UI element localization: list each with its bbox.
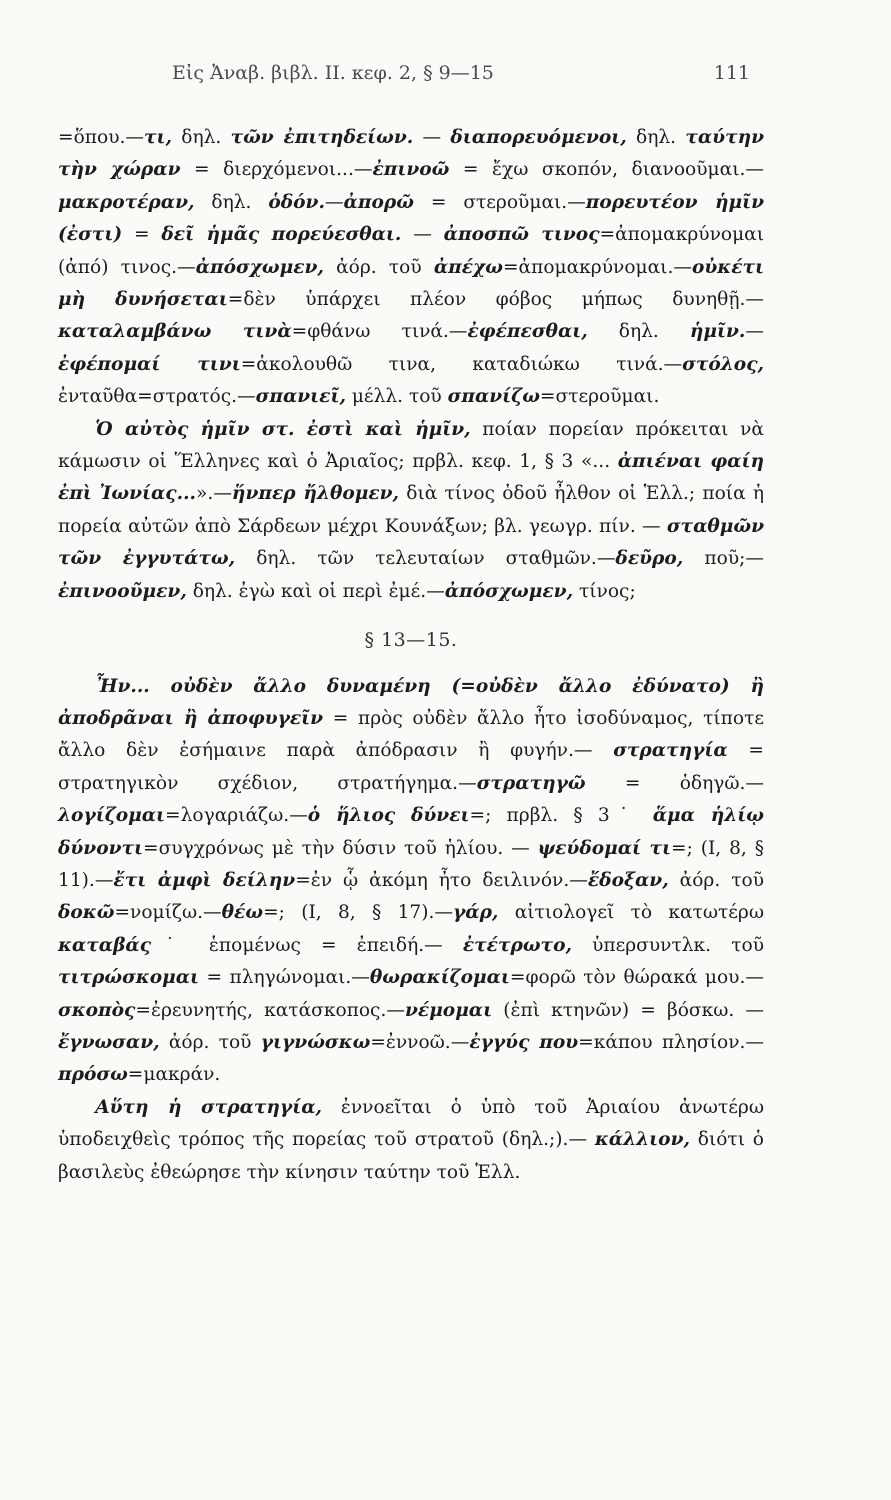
gloss-text: ὑπερσυντλκ. τοῦ [571,934,764,956]
page-body [58,122,764,1189]
lemma-term: λογίζομαι [58,805,166,827]
gloss-text: =ὅπου.— [58,127,144,148]
page-header [60,62,750,96]
gloss-text: = στρατηγικὸν σχέδιον, στρατήγημα.— [58,740,764,794]
gloss-text: =ἀπομακρύνομαι (ἀπό) τινος.— [58,224,765,278]
gloss-text: ἀόρ. τοῦ [159,1031,261,1053]
lemma-term: Ἦν... οὐδὲν ἄλλο δυναμένη (=οὐδὲν ἄλλο ἐδύνατο) ἢ ἀποδρᾶναι ἢ ἀποφυγεῖν [58,675,764,729]
lemma-term: Ὁ αὐτὸς ἡμῖν στ. ἐστὶ καὶ ἡμῖν, [95,418,471,440]
lemma-term: ἅμα ἡλίῳ δύνοντι [58,805,764,859]
gloss-text: διότι ὁ βασιλεὺς ἐθεώρησε τὴν κίνησιν ταύτην τοῦ Ἑλλ. [58,1129,764,1183]
lemma-term: θωρακίζομαι [369,967,510,989]
gloss-text: = στεροῦμαι.— [413,191,586,213]
gloss-text: =δὲν ὑπάρχει πλέον φόβος μήπως δυνηθῇ.— [227,289,764,311]
lemma-term: στρατηγῶ [476,772,586,794]
lemma-term: ἀποσπῶ τινος [443,224,600,246]
commentary-block-1 [58,122,764,608]
gloss-text: δηλ. [194,191,269,213]
lemma-term: μακροτέραν, [58,191,195,213]
gloss-text: ποίαν πορείαν πρόκειται νὰ κάμωσιν οἱ Ἕλληνες καὶ ὁ Ἀριαῖος; πρβλ. κεφ. 1, § 3 «... [58,418,764,473]
lemma-term: ἀπόσχωμεν, [195,256,324,278]
gloss-text: ˙ ἑπομένως = ἐπειδή.— [151,934,463,956]
gloss-text: = ἔχω σκοπόν, διανοοῦμαι.— [449,159,764,181]
gloss-text: ἐννοεῖται ὁ ὑπὸ τοῦ Ἀριαίου ἀνωτέρω ὑποδειχθεὶς τρόπος τῆς πορείας τοῦ στρατοῦ (δηλ.;).— [58,1096,764,1151]
paragraph [58,671,764,1092]
gloss-text: ἐνταῦθα=στρατός.— [58,386,256,408]
running-title: Εἰς Ἀναβ. βιβλ. ΙΙ. κεφ. 2, § 9—15 [172,62,494,84]
gloss-text: τίνος; [573,580,636,602]
lemma-term: σκοπὸς [58,999,136,1021]
lemma-term: ἀπόσχωμεν, [444,580,574,602]
gloss-text: = ὁδηγῶ.— [585,772,764,794]
gloss-text: =ἐν ᾧ ἀκόμη ἦτο δειλινόν.— [295,869,588,891]
lemma-term: ἀπιέναι φαίη ἐπὶ Ἰωνίας... [58,451,765,505]
gloss-text: δηλ. [171,127,231,148]
gloss-text: =; πρβλ. § 3˙ [469,805,653,827]
lemma-term: δοκῶ [58,902,115,924]
gloss-text: =στεροῦμαι. [539,386,660,408]
lemma-term: ψεύδομαί τι [537,837,671,859]
gloss-text: =; (I, 8, § 11).— [58,837,764,891]
lemma-term: ἀπορῶ [343,191,414,213]
gloss-text: ».— [196,483,232,505]
gloss-text: =ἀπομακρύνομαι.— [502,256,692,278]
lemma-term: δεῖ ἡμᾶς πορεύεσθαι. [161,224,402,246]
commentary-block-2 [58,671,764,1190]
lemma-term: διαπορευόμενοι, [450,127,627,148]
gloss-text: διὰ τίνος ὁδοῦ ἦλθον οἱ Ἑλλ.; ποία ἡ πορεία αὐτῶν ἀπὸ Σάρδεων μέχρι Κουνάξων; βλ. γεωγρ. πίν. — [58,483,764,537]
gloss-text: = διερχόμενοι...— [180,159,373,181]
lemma-term: ἐφέπομαί τινι [58,353,241,375]
lemma-term: ὁ ἥλιος δύνει [307,805,470,827]
gloss-text: δηλ. τῶν τελευταίων σταθμῶν.— [235,548,616,570]
lemma-term: σπανίζω [447,386,540,408]
gloss-text: ἀόρ. τοῦ [668,869,764,891]
lemma-term: ὁδόν. [268,191,325,213]
section-heading: § 13—15. [364,629,458,652]
lemma-term: καταβάς [58,934,152,956]
lemma-term: κάλλιον, [594,1129,690,1151]
paragraph [58,1092,764,1189]
lemma-term: Αὕτη ἡ στρατηγία, [95,1096,322,1118]
gloss-text: =φορῶ τὸν θώρακά μου.— [509,967,764,989]
lemma-term: πρόσω [58,1064,128,1086]
paragraph [58,414,764,608]
gloss-text: (ἐπὶ κτηνῶν) = βόσκω. — [492,999,764,1021]
gloss-text: ποῦ;— [683,548,764,570]
gloss-text: =κάπου πλησίον.— [578,1031,765,1053]
lemma-term: δεῦρο, [615,548,684,570]
gloss-text: =ἀκολουθῶ τινα, καταδιώκω τινά.— [240,353,683,375]
lemma-term: τῶν ἐπιτηδείων. [230,127,414,148]
lemma-term: ἡμῖν. [689,321,746,343]
gloss-text: =; (I, 8, § 17).— [263,902,453,924]
lemma-term: ἐφέπεσθαι, [467,321,588,343]
lemma-term: οὐκέτι μὴ δυνήσεται [58,256,765,311]
gloss-text: =φθάνω τινά.— [291,321,468,343]
gloss-text: =ἐννοῶ.— [370,1031,470,1053]
gloss-text: =νομίζω.— [114,902,222,924]
lemma-term: ἐτέτρωτο, [462,934,572,956]
lemma-term: σταθμῶν τῶν ἐγγυτάτω, [58,515,764,570]
lemma-term: νέμομαι [404,999,493,1021]
lemma-term: σπανιεῖ, [255,386,346,408]
gloss-text: =λογαριάζω.— [165,805,308,827]
gloss-text: δηλ. [587,321,690,343]
lemma-term: τιτρώσκομαι [58,967,200,989]
lemma-term: γάρ, [452,902,499,924]
gloss-text: — [413,127,451,148]
gloss-text: =ἐρευνητής, κατάσκοπος.— [135,999,405,1021]
gloss-text: — [401,224,444,246]
lemma-term: ἐγγύς που [469,1031,579,1053]
gloss-text: = πρὸς οὐδὲν ἄλλο ἦτο ἰσοδύναμος, τίποτε ἄλλο δὲν ἐσήμαινε παρὰ ἀπόδρασιν ἢ φυγήν.— [58,707,764,762]
gloss-text: μέλλ. τοῦ [345,386,448,408]
lemma-term: ταύτην τὴν χώραν [58,127,764,181]
gloss-text: αἰτιολογεῖ τὸ κατωτέρω [498,902,764,924]
lemma-term: στρατηγία [613,740,728,762]
lemma-term: ἐπινοῶ [372,159,450,181]
lemma-term: πορευτέον ἡμῖν (ἐστι) [58,191,764,246]
lemma-term: ἔγνωσαν, [58,1031,160,1053]
lemma-term: ἔδοξαν, [587,869,669,891]
gloss-text: = [122,224,162,246]
lemma-term: ἔτι ἀμφὶ δείλην [113,869,296,891]
lemma-term: ἐπινοοῦμεν, [58,580,187,602]
lemma-term: ἀπέχω [433,256,503,278]
page-number: 111 [713,62,750,84]
lemma-term: θέω [221,902,264,924]
lemma-term: στόλος, [682,353,764,375]
lemma-term: καταλαμβάνω τινὰ [58,321,292,343]
gloss-text: δηλ. [626,127,686,148]
lemma-term: γιγνώσκω [260,1031,371,1053]
gloss-text: =μακράν. [127,1064,221,1086]
gloss-text: δηλ. ἐγὼ καὶ οἱ περὶ ἐμέ.— [186,580,445,602]
paragraph [58,122,764,414]
gloss-text: — [324,191,344,213]
lemma-term: ἥνπερ ἤλθομεν, [231,483,400,505]
gloss-text: =συγχρόνως μὲ τὴν δύσιν τοῦ ἡλίου. — [143,837,538,859]
gloss-text: ἀόρ. τοῦ [323,256,434,278]
gloss-text: — [745,321,764,343]
lemma-term: τι, [144,127,172,148]
gloss-text: = πληγώνομαι.— [199,967,370,989]
